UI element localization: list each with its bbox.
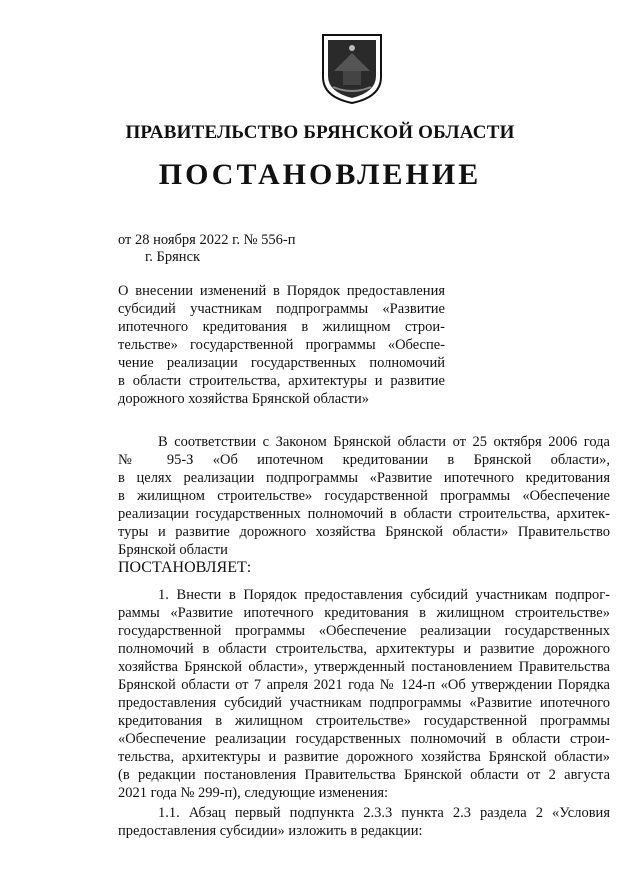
subject-line: в области строительства, архитектуры и развитие (118, 373, 445, 389)
subject-line: чение реализации государственных полномочий (118, 355, 445, 371)
coat-of-arms-icon (321, 33, 383, 105)
preamble-line: № 95-З «Об ипотечном кредитовании в Брянской области», (118, 452, 610, 468)
item-1-line: тельства, архитектуры и развитие дорожного хозяйства Брянской области» (118, 749, 610, 765)
document-type: ПОСТАНОВЛЕНИЕ (158, 158, 482, 191)
subject-line: О внесении изменений в Порядок предоставления (118, 283, 445, 299)
item-1-line: хозяйства Брянской области», утвержденный постановлением Правительства (118, 659, 610, 675)
preamble-line: туры и развитие дорожного хозяйства Брянской области» Правительство (118, 524, 610, 540)
item-1-line: Брянской области от 7 апреля 2021 года № 124-п «Об утверждении Порядка (118, 677, 610, 693)
date-and-number: от 28 ноября 2022 г. № 556-п (118, 232, 296, 248)
subject-line: дорожного хозяйства Брянской области» (118, 391, 369, 407)
preamble-line: Брянской области (118, 542, 228, 558)
preamble-line: в жилищном строительстве» государственной программы «Обеспечение (118, 488, 610, 504)
item-1-line: полномочий в области строительства, архитектуры и развитие дорожного (118, 641, 610, 657)
subject-line: субсидий участникам подпрограммы «Развитие (118, 301, 445, 317)
preamble-line: реализации государственных полномочий в области строительства, архитек- (118, 506, 610, 522)
preamble-line: в целях реализации подпрограммы «Развитие ипотечного кредитования (118, 470, 610, 486)
item-1-1-line: 1.1. Абзац первый подпункта 2.3.3 пункта 2.3 раздела 2 «Условия (158, 805, 610, 821)
subject-line: тельстве» государственной программы «Обеспе- (118, 337, 445, 353)
item-1-line: 2021 года № 299-п), следующие изменения: (118, 785, 389, 801)
item-1-line: государственной программы «Обеспечение реализации государственных (118, 623, 610, 639)
item-1-line: «Обеспечение реализации государственных полномочий в области строи- (118, 731, 610, 747)
item-1-line: кредитования в жилищном строительстве» государственной программы (118, 713, 610, 729)
city: г. Брянск (145, 249, 201, 265)
item-1-line: 1. Внести в Порядок предоставления субсидий участникам подпрог- (158, 587, 610, 603)
item-1-line: раммы «Развитие ипотечного кредитования в жилищном строительстве» (118, 605, 610, 621)
item-1-1-line: предоставления субсидии» изложить в редакции: (118, 823, 423, 839)
preamble-line: В соответствии с Законом Брянской области от 25 октября 2006 года (158, 434, 610, 450)
decree-word: ПОСТАНОВЛЯЕТ: (118, 559, 252, 576)
item-1-line: предоставления субсидий участникам подпрограммы «Развитие ипотечного (118, 695, 610, 711)
item-1-line: (в редакции постановления Правительства Брянской области от 2 августа (118, 767, 610, 783)
issuing-authority: ПРАВИТЕЛЬСТВО БРЯНСКОЙ ОБЛАСТИ (125, 122, 515, 143)
subject-line: ипотечного кредитования в жилищном строи- (118, 319, 445, 335)
